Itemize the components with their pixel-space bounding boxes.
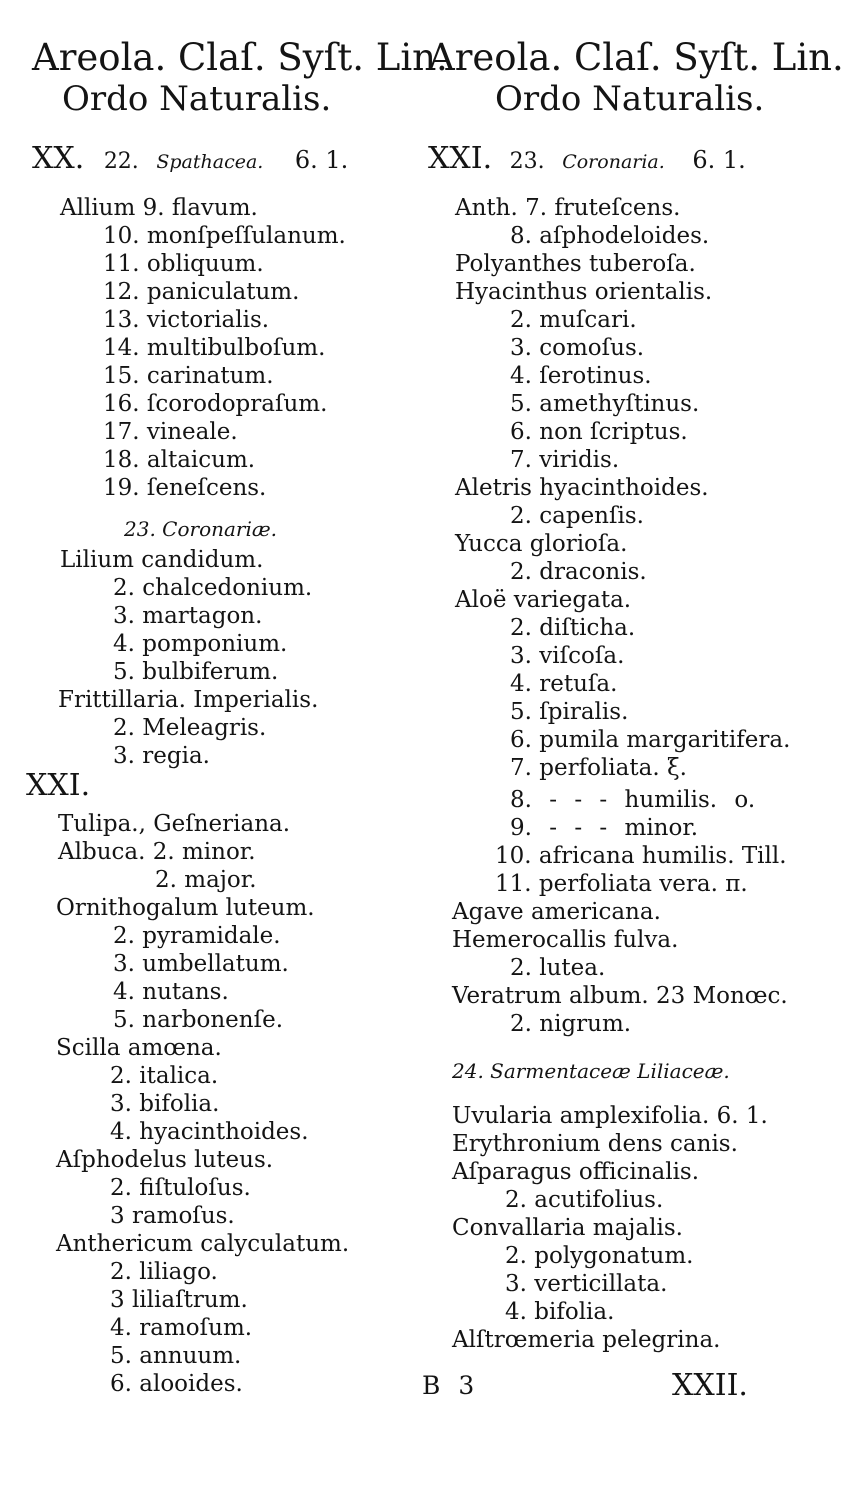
signature-mark: B 3	[422, 1371, 475, 1400]
right-line: 2. acutifolius.	[505, 1187, 664, 1213]
left-line: Lilium candidum.	[60, 547, 264, 573]
right-line: Uvularia amplexifolia. 6. 1.	[452, 1103, 768, 1129]
right-line: 3. viſcoſa.	[510, 643, 625, 669]
right-line: Anth. 7. fruteſcens.	[455, 195, 681, 221]
right-section-class: 6. 1.	[692, 146, 746, 174]
right-line: Alſtrœmeria pelegrina.	[452, 1327, 721, 1353]
left-line: 4. hyacinthoides.	[110, 1119, 309, 1145]
right-section-roman: XXI.	[428, 141, 493, 176]
left-line: Ornithogalum luteum.	[56, 895, 315, 921]
left-line: 2. fiſtuloſus.	[110, 1175, 251, 1201]
left-line: 4. nutans.	[113, 979, 229, 1005]
right-line: 4. bifolia.	[505, 1299, 615, 1325]
right-line: 3. comoſus.	[510, 335, 645, 361]
right-line: Aloë variegata.	[455, 587, 632, 613]
left-line: 2. Meleagris.	[113, 715, 267, 741]
right-section-number: 23.	[509, 149, 545, 174]
left-section-class: 6. 1.	[294, 146, 349, 174]
right-line: 5. ſpiralis.	[510, 699, 629, 725]
right-line: 6. pumila margaritifera.	[510, 727, 791, 753]
left-line: 2. italica.	[110, 1063, 219, 1089]
right-line: 4. retuſa.	[510, 671, 618, 697]
left-line: 2. liliago.	[110, 1259, 218, 1285]
left-line: Albuca. 2. minor.	[58, 839, 256, 865]
right-line: 7. viridis.	[510, 447, 620, 473]
left-line: 17. vineale.	[103, 419, 238, 445]
right-line: Yucca glorioſa.	[455, 531, 628, 557]
left-line: 6. alooides.	[110, 1371, 243, 1397]
right-line: 2. polygonatum.	[505, 1243, 694, 1269]
right-header-title: Areola. Claſ. Syſt. Lin.	[428, 36, 844, 79]
left-line: Frittillaria. Imperialis.	[58, 687, 319, 713]
left-line: Aſphodelus luteus.	[56, 1147, 274, 1173]
right-line: 10. africana humilis. Till.	[495, 843, 787, 869]
left-line: 13. victorialis.	[103, 307, 270, 333]
right-line: 4. ſerotinus.	[510, 363, 652, 389]
right-line: 2. draconis.	[510, 559, 647, 585]
left-header-subtitle: Ordo Naturalis.	[62, 79, 332, 119]
left-section-roman: XX.	[32, 141, 85, 176]
left-subheading: 23. Coronariæ.	[124, 517, 278, 541]
right-line: 2. diſticha.	[510, 615, 636, 641]
left-line: 3. martagon.	[113, 603, 263, 629]
left-line: 5. bulbiferum.	[113, 659, 279, 685]
left-line: 4. pomponium.	[113, 631, 288, 657]
left-line: 3 ramoſus.	[110, 1203, 235, 1229]
left-line: 2. pyramidale.	[113, 923, 281, 949]
left-line: 5. annuum.	[110, 1343, 242, 1369]
catchword: XXII.	[672, 1368, 748, 1403]
left-line: 2. major.	[155, 867, 257, 893]
right-line: 2. nigrum.	[510, 1011, 632, 1037]
left-line: 15. carinatum.	[103, 363, 274, 389]
right-section-name: Coronaria.	[562, 151, 665, 173]
right-line: Agave americana.	[452, 899, 661, 925]
left-line: Tulipa., Geſneriana.	[58, 811, 291, 837]
right-line: 8. - - - humilis. o.	[510, 787, 756, 813]
right-line: Hyacinthus orientalis.	[455, 279, 713, 305]
right-line: 2. lutea.	[510, 955, 606, 981]
left-line: 12. paniculatum.	[103, 279, 300, 305]
right-line: 11. perfoliata vera. π.	[495, 871, 748, 897]
right-subheading: 24. Sarmentaceæ Liliaceæ.	[452, 1059, 730, 1083]
right-line: Veratrum album. 23 Monœc.	[452, 983, 788, 1009]
right-line: 5. amethyſtinus.	[510, 391, 700, 417]
left-line: 18. altaicum.	[103, 447, 256, 473]
left-line: 3. bifolia.	[110, 1091, 220, 1117]
left-line: 10. monſpeſſulanum.	[103, 223, 346, 249]
left-line: 4. ramoſum.	[110, 1315, 253, 1341]
right-line: 8. aſphodeloides.	[510, 223, 710, 249]
left-line: 14. multibulboſum.	[103, 335, 326, 361]
right-line: Erythronium dens canis.	[452, 1131, 738, 1157]
right-line: 6. non ſcriptus.	[510, 419, 688, 445]
right-line: Hemerocallis fulva.	[452, 927, 679, 953]
left-section-roman-2: XXI.	[26, 768, 91, 803]
left-line: 3. umbellatum.	[113, 951, 289, 977]
right-line: Aletris hyacinthoides.	[455, 475, 709, 501]
right-line: Polyanthes tuberoſa.	[455, 251, 696, 277]
right-line: 2. muſcari.	[510, 307, 637, 333]
right-line: 3. verticillata.	[505, 1271, 668, 1297]
right-header-subtitle: Ordo Naturalis.	[495, 79, 765, 119]
left-line: 3 liliaſtrum.	[110, 1287, 248, 1313]
left-section-name: Spathacea.	[156, 151, 264, 173]
right-line: 9. - - - minor.	[510, 815, 699, 841]
right-section-heading	[428, 143, 746, 178]
left-line: 16. ſcorodopraſum.	[103, 391, 328, 417]
left-section-number: 22.	[103, 149, 139, 174]
left-line: Allium 9. flavum.	[60, 195, 258, 221]
left-line: 11. obliquum.	[103, 251, 264, 277]
right-line: Convallaria majalis.	[452, 1215, 683, 1241]
left-header-title: Areola. Claſ. Syſt. Lin.	[32, 36, 448, 79]
right-line: 2. capenſis.	[510, 503, 644, 529]
left-line: 5. narbonenſe.	[113, 1007, 284, 1033]
right-line: Aſparagus officinalis.	[452, 1159, 700, 1185]
left-line: 19. ſeneſcens.	[103, 475, 267, 501]
left-section-heading	[32, 143, 348, 178]
left-line: 2. chalcedonium.	[113, 575, 313, 601]
left-line: 3. regia.	[113, 743, 210, 769]
right-line: 7. perfoliata. ξ.	[510, 755, 687, 781]
left-line: Scilla amœna.	[56, 1035, 222, 1061]
left-line: Anthericum calyculatum.	[56, 1231, 350, 1257]
